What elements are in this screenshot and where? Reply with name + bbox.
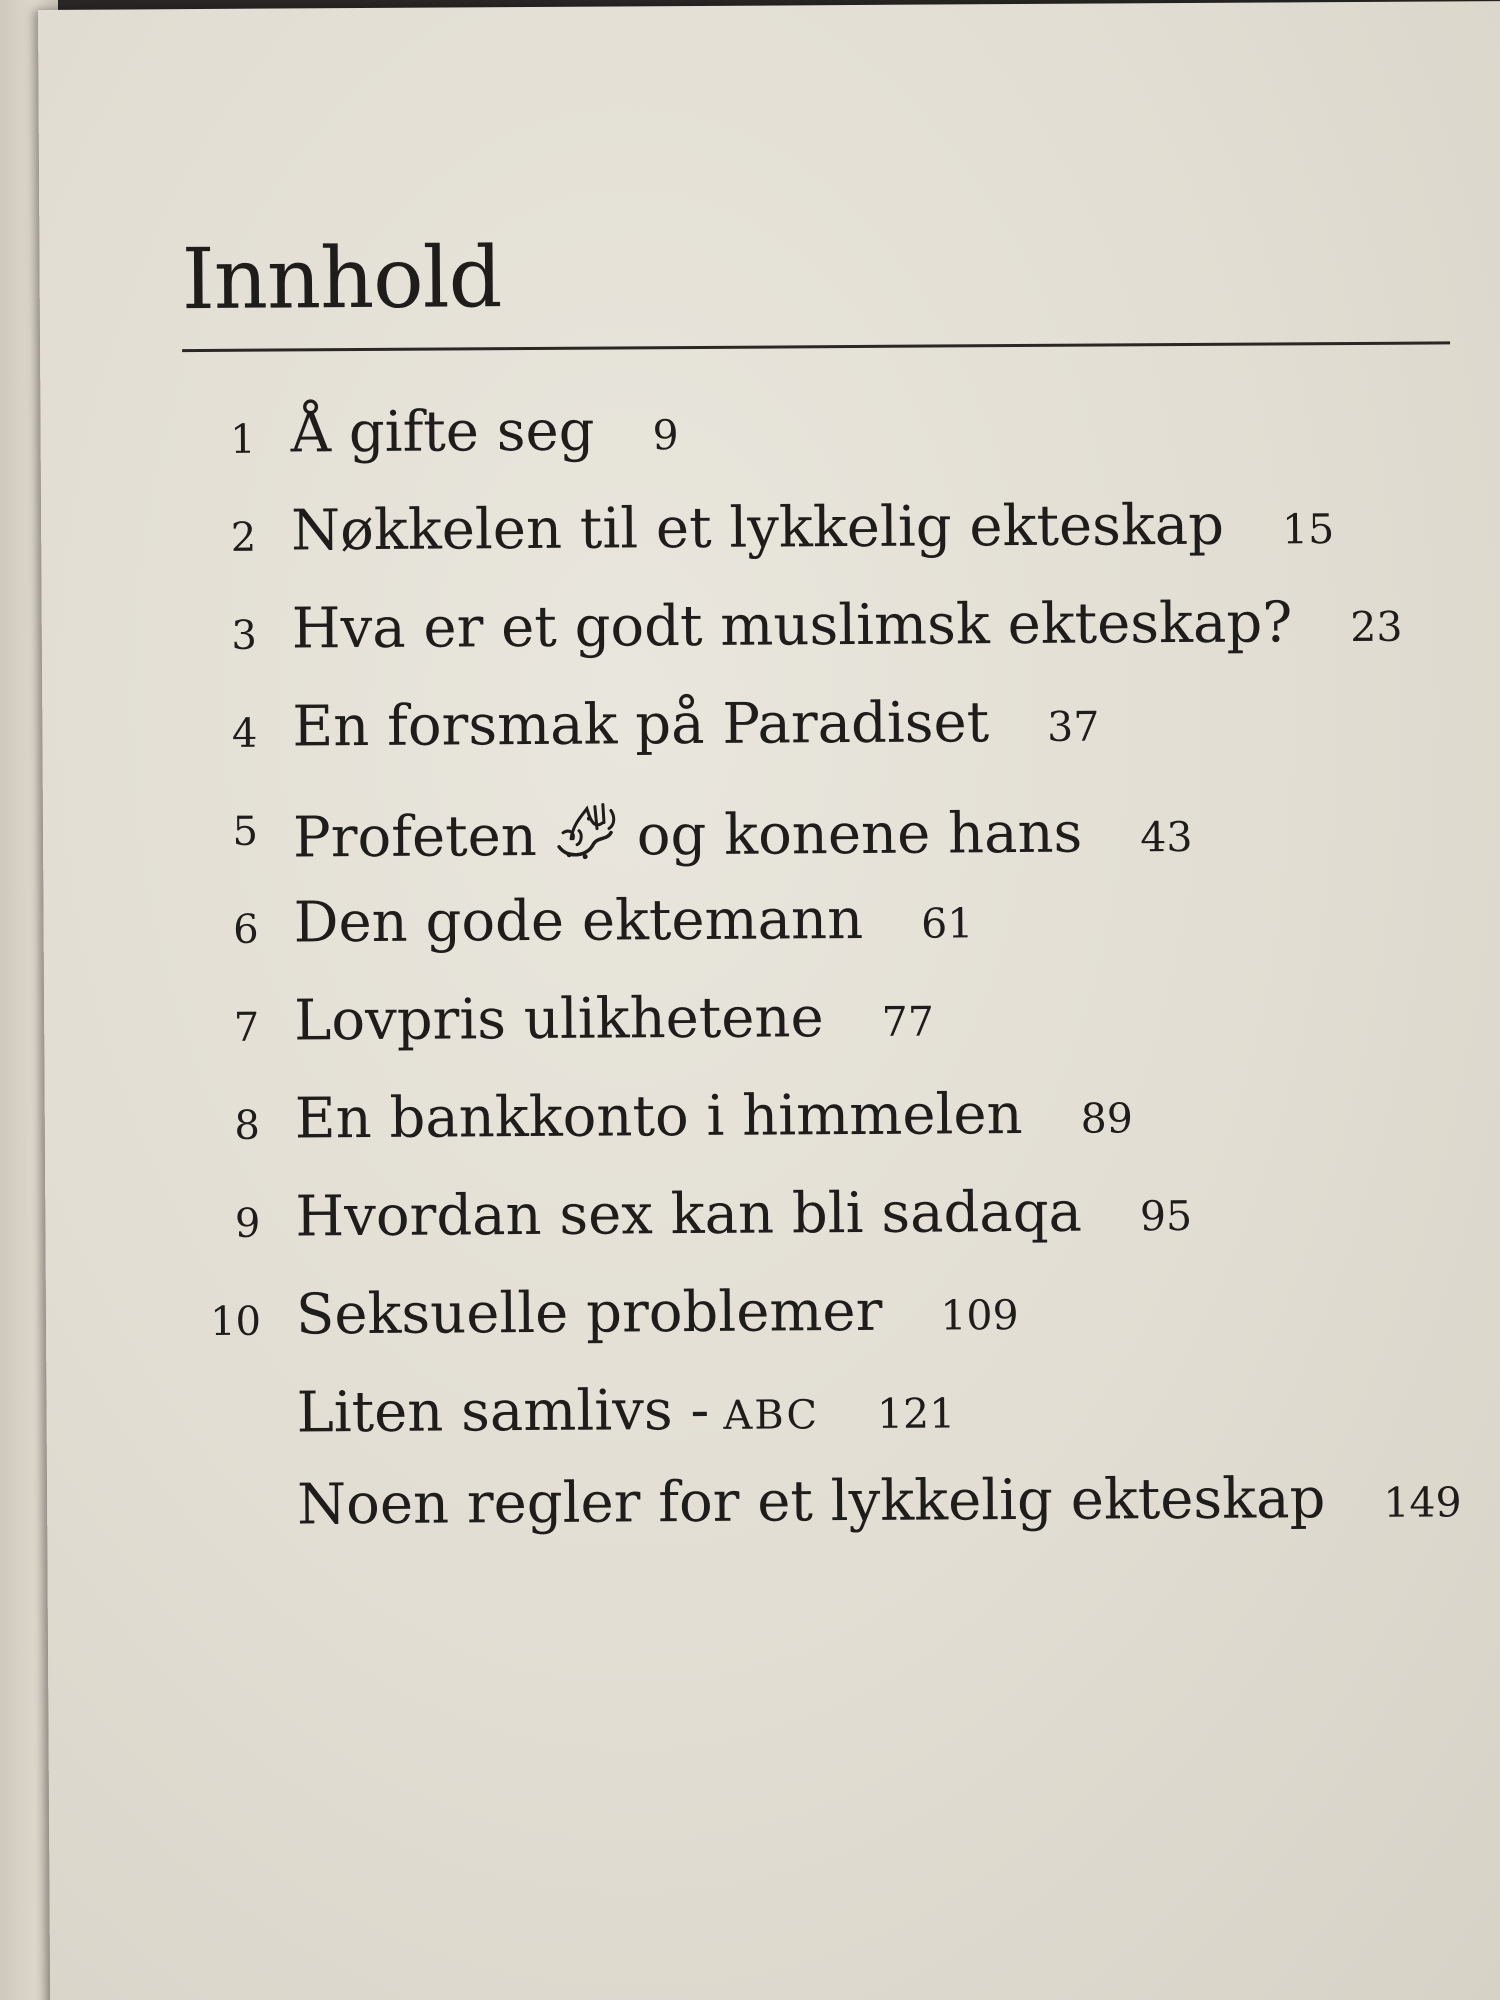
chapter-title: Liten samlivs - bbox=[296, 1377, 710, 1446]
chapter-number bbox=[142, 1489, 262, 1490]
title-rule bbox=[182, 341, 1450, 352]
toc-entry bbox=[46, 1373, 1446, 1462]
chapter-title-line bbox=[297, 1465, 1462, 1537]
salawat-calligraphy-icon bbox=[549, 798, 625, 862]
page-number: 61 bbox=[921, 899, 974, 948]
chapter-title: Hva er et godt muslimsk ekteskap? bbox=[291, 590, 1293, 662]
toc-entry bbox=[42, 687, 1442, 776]
chapter-number: 1 bbox=[230, 416, 256, 463]
chapter-title: Lovpris ulikhetene bbox=[293, 985, 824, 1054]
page-number: 121 bbox=[876, 1389, 956, 1438]
page-number: 23 bbox=[1350, 602, 1403, 651]
chapter-title-suffix: ABC bbox=[723, 1392, 820, 1439]
chapter-number: 8 bbox=[234, 1102, 260, 1149]
chapter-number bbox=[141, 1397, 261, 1398]
chapter-title-line bbox=[293, 886, 973, 955]
toc-entry bbox=[45, 1079, 1445, 1168]
page-number: 43 bbox=[1140, 812, 1193, 862]
chapter-title-line bbox=[295, 1179, 1192, 1249]
chapter-title-line bbox=[293, 787, 1193, 870]
chapter-title-before-icon: Profeten bbox=[292, 803, 538, 871]
page-number: 109 bbox=[940, 1291, 1019, 1340]
toc-entry bbox=[44, 981, 1444, 1070]
chapter-number: 7 bbox=[233, 1004, 260, 1051]
chapter-title-line bbox=[291, 492, 1334, 563]
chapter-number: 10 bbox=[209, 1298, 262, 1345]
chapter-title: Seksuelle problemer bbox=[295, 1278, 883, 1348]
chapter-number: 6 bbox=[233, 906, 259, 953]
page-number: 95 bbox=[1139, 1191, 1193, 1241]
chapter-title: En forsmak på Paradiset bbox=[292, 690, 990, 760]
toc-entry bbox=[45, 1177, 1445, 1266]
toc-entry bbox=[42, 589, 1442, 678]
chapter-title-line bbox=[296, 1278, 1019, 1347]
toc-entry bbox=[43, 785, 1443, 874]
chapter-title-after-icon: og konene hans bbox=[636, 800, 1083, 869]
chapter-number: 5 bbox=[232, 808, 259, 855]
chapter-number: 3 bbox=[231, 612, 257, 659]
page-number: 37 bbox=[1047, 702, 1100, 751]
toc-entry bbox=[40, 393, 1440, 482]
page-number: 15 bbox=[1281, 505, 1335, 554]
toc-entry bbox=[41, 491, 1441, 580]
toc-entry bbox=[43, 883, 1443, 972]
toc-entry bbox=[47, 1465, 1462, 1554]
chapter-title-line bbox=[292, 590, 1403, 662]
chapter-number: 4 bbox=[231, 710, 258, 757]
page-number: 77 bbox=[881, 997, 934, 1046]
toc-entry bbox=[46, 1275, 1446, 1364]
page-title: Innhold bbox=[181, 228, 502, 329]
chapter-number: 9 bbox=[234, 1200, 261, 1247]
table-of-contents bbox=[38, 1, 1500, 2000]
chapter-title: Å gifte seg bbox=[290, 398, 595, 466]
page-number: 149 bbox=[1383, 1478, 1462, 1527]
page-number: 9 bbox=[652, 411, 679, 460]
chapter-title-line bbox=[292, 690, 1099, 760]
chapter-title-line bbox=[295, 1081, 1133, 1151]
chapter-title-line bbox=[294, 985, 934, 1054]
chapter-title: Hvordan sex kan bli sadaqa bbox=[295, 1179, 1083, 1250]
chapter-number: 2 bbox=[230, 514, 257, 561]
chapter-title-line bbox=[290, 398, 678, 465]
book-page bbox=[38, 1, 1500, 2000]
chapter-title: Den gode ektemann bbox=[293, 886, 864, 956]
chapter-title: En bankkonto i himmelen bbox=[294, 1082, 1023, 1152]
chapter-title-line bbox=[296, 1376, 955, 1445]
page-number: 89 bbox=[1080, 1094, 1133, 1143]
chapter-title: Noen regler for et lykkelig ekteskap bbox=[296, 1466, 1326, 1538]
chapter-title: Nøkkelen til et lykkelig ekteskap bbox=[290, 492, 1225, 564]
